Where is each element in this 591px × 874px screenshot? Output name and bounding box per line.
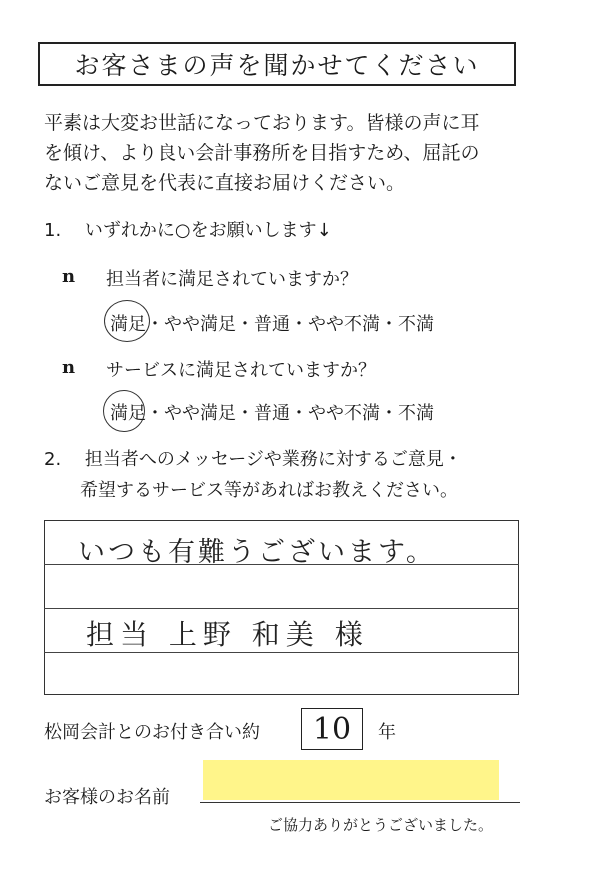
question1-text: 担当者に満足されていますか？ (106, 269, 358, 290)
years-value: 10 (312, 711, 352, 747)
intro-line: ないご意見を代表に直接お届けください。 (44, 172, 406, 194)
section1-number: 1. (44, 220, 62, 241)
section1-instruction: いずれかに○をお願いします↓ (84, 220, 332, 241)
question2-bullet: n (62, 357, 76, 378)
q1-option-somewhat-satisfied[interactable]: やや満足 (164, 314, 236, 335)
intro-paragraph (44, 108, 544, 198)
section2-line: 2. 担当者へのメッセージや業務に対するご意見・ (44, 449, 462, 470)
form-title-text: お客さまの声を聞かせてください (74, 51, 480, 80)
intro-line: を傾け、より良い会計事務所を目指すため、屈託の (44, 142, 480, 164)
question1-options: 満足・やや満足・普通・やや不満・不満 (110, 314, 434, 335)
handwritten-comment: いつも有難うございます。 (78, 537, 436, 568)
question2-text: サービスに満足されていますか？ (106, 360, 376, 381)
q1-option-somewhat-dissatisfied[interactable]: やや不満 (308, 314, 380, 335)
section2-number: 2. (44, 449, 62, 470)
thanks-message: ご協力ありがとうございました。 (268, 816, 494, 834)
form-title (38, 42, 516, 86)
q1-option-satisfied[interactable]: 満足 (110, 314, 146, 335)
question1-bullet: n (62, 266, 76, 287)
customer-name-redaction (203, 760, 499, 800)
years-field[interactable] (301, 708, 363, 750)
q1-option-neutral[interactable]: 普通 (254, 314, 290, 335)
q2-option-dissatisfied[interactable]: 不満 (398, 403, 434, 424)
years-unit: 年 (378, 722, 396, 743)
q2-option-somewhat-satisfied[interactable]: やや満足 (164, 403, 236, 424)
q2-option-somewhat-dissatisfied[interactable]: やや不満 (308, 403, 380, 424)
intro-line: 平素は大変お世話になっております。皆様の声に耳 (44, 112, 480, 134)
customer-name-field[interactable] (200, 802, 520, 803)
handwritten-staff-name: 担当 上野 和美 様 (86, 618, 369, 651)
customer-name-label: お客様のお名前 (44, 787, 170, 808)
years-label: 松岡会計とのお付き合い約 (44, 722, 260, 743)
section1-heading (44, 216, 332, 242)
comment-ruled-line (44, 608, 519, 609)
q2-option-neutral[interactable]: 普通 (254, 403, 290, 424)
q1-option-dissatisfied[interactable]: 不満 (398, 314, 434, 335)
section2-line: 希望するサービス等があればお教えください。 (80, 480, 458, 501)
question2-options: 満足・やや満足・普通・やや不満・不満 (110, 403, 434, 424)
q2-option-satisfied[interactable]: 満足 (110, 403, 146, 424)
section2-heading (44, 444, 564, 506)
